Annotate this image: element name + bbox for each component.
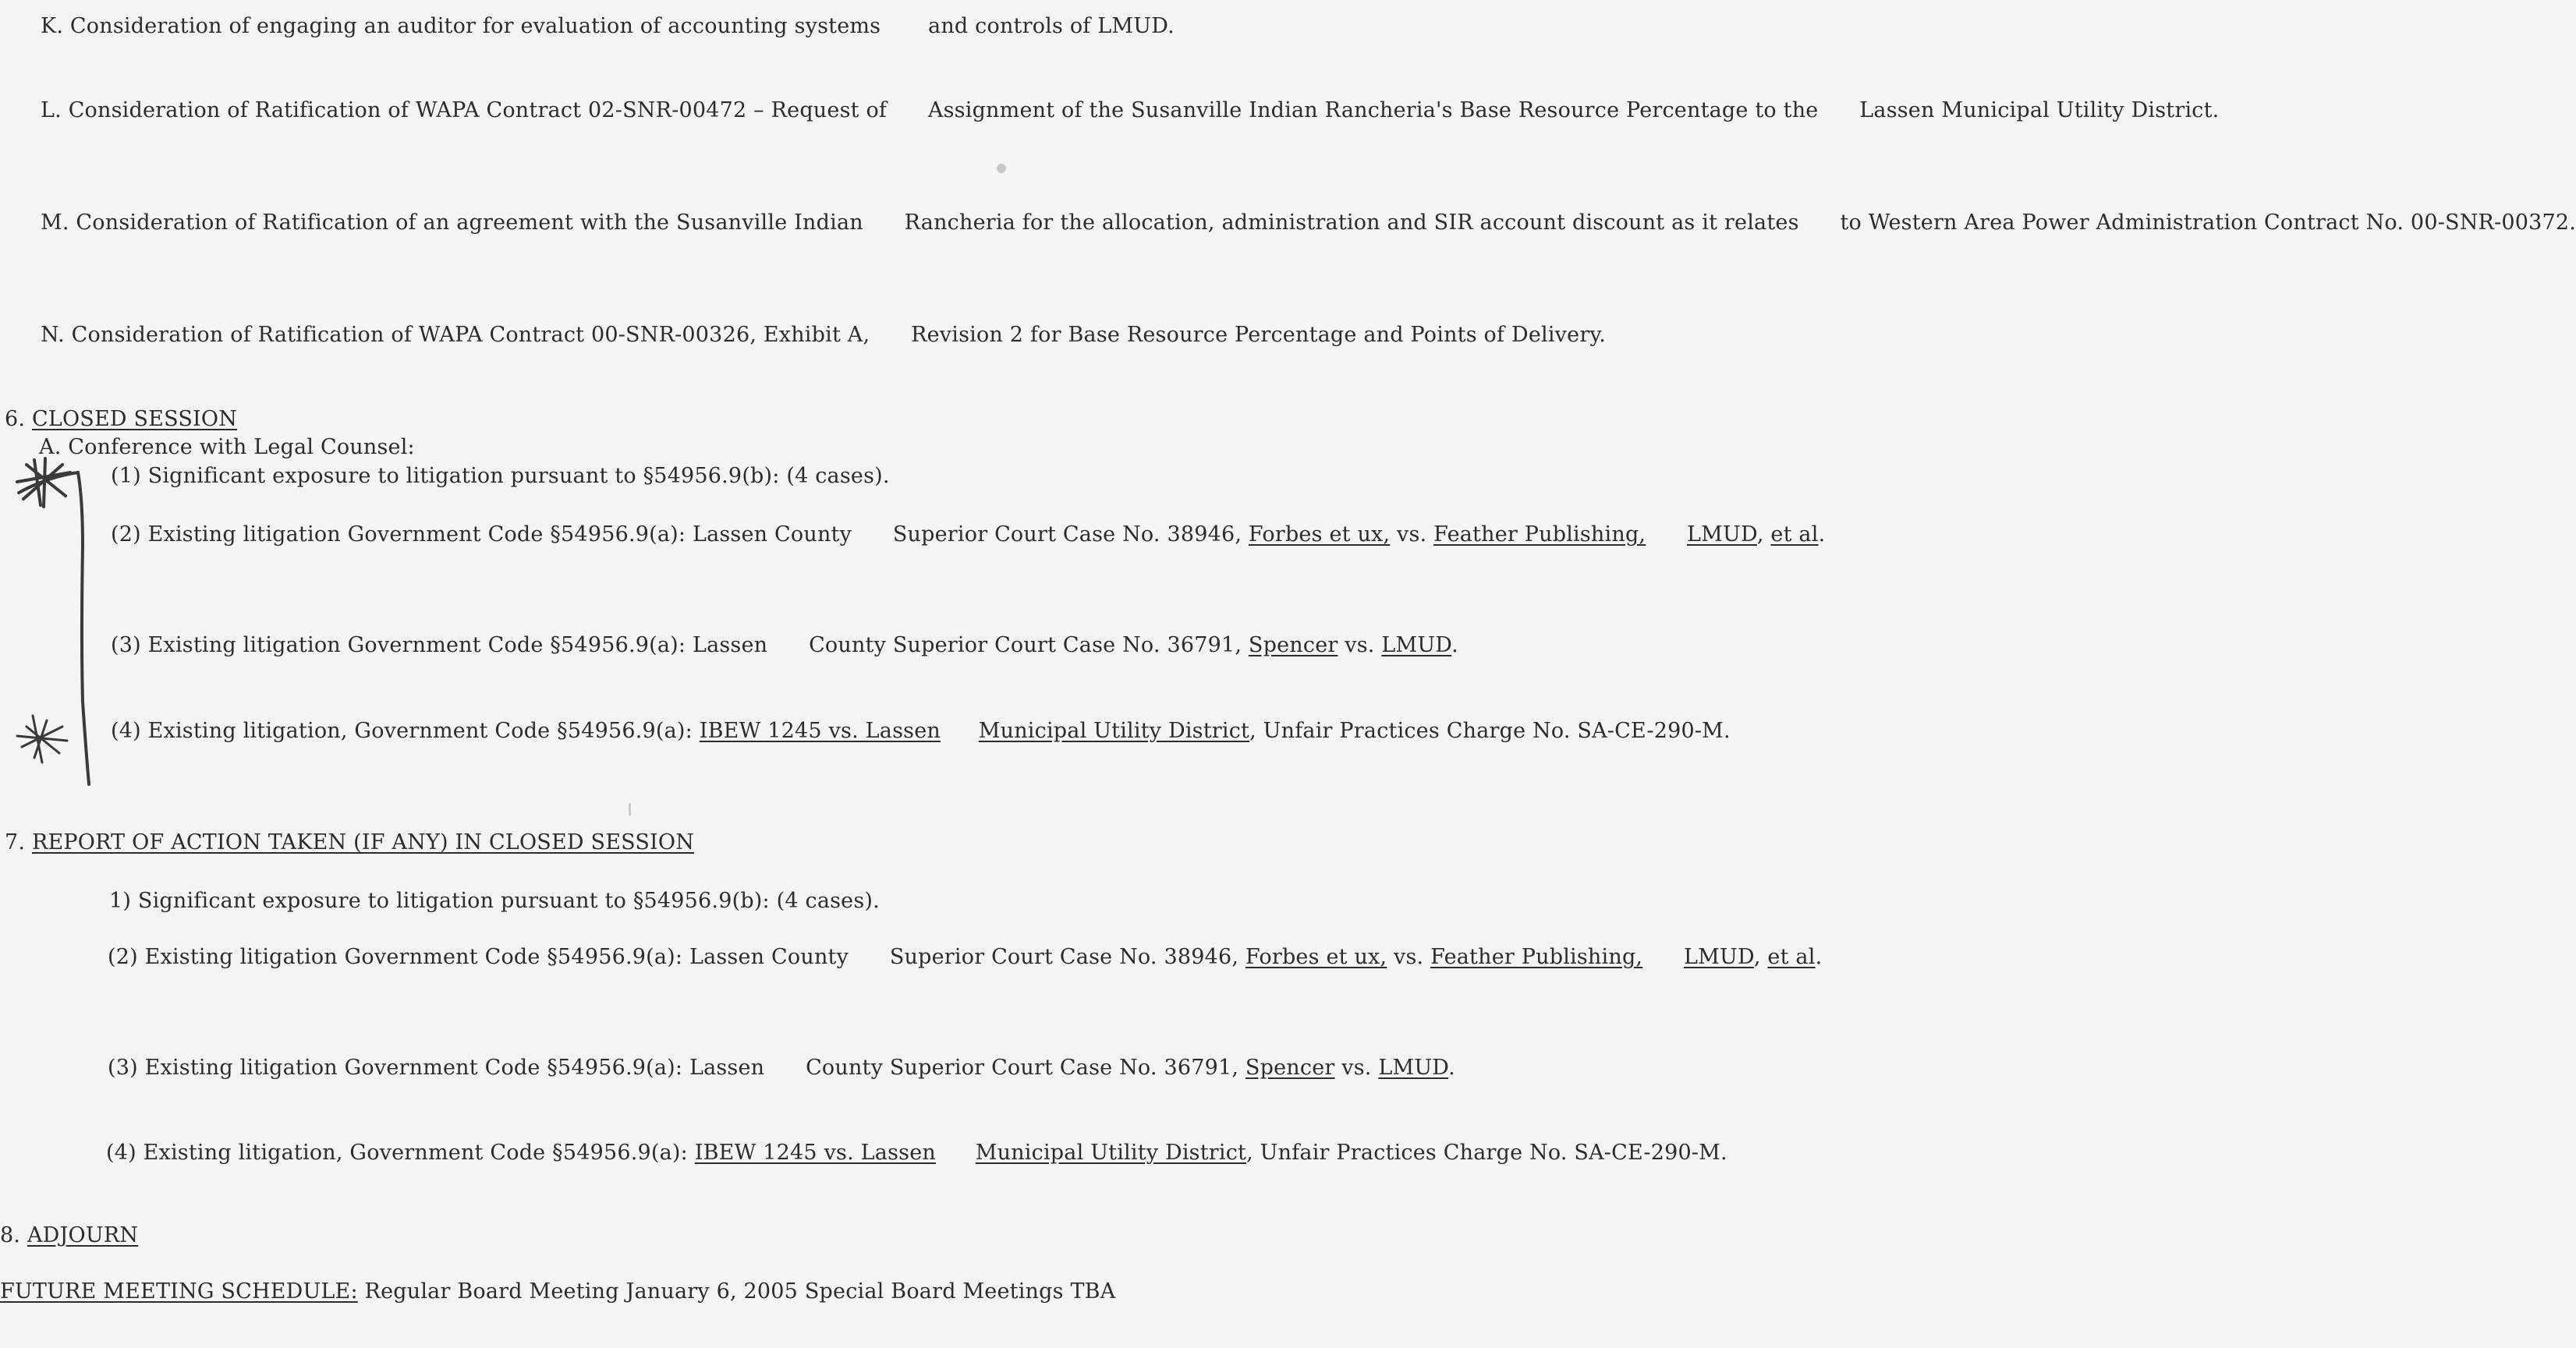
case-text: Superior Court Case No. 38946, xyxy=(889,945,1245,969)
party-spencer: Spencer xyxy=(1245,1056,1335,1080)
versus: vs. xyxy=(1387,945,1431,969)
party-forbes: Forbes et ux, xyxy=(1248,522,1391,547)
entry-text: (4) Existing litigation, Government Code §54956.9(a): xyxy=(111,719,700,743)
comma: , xyxy=(1756,522,1771,547)
period: . xyxy=(1448,1056,1455,1080)
section-7-title: REPORT OF ACTION TAKEN (IF ANY) IN CLOSED SESSION xyxy=(31,830,695,854)
future-schedule-heading: FUTURE MEETING SCHEDULE: xyxy=(0,1279,358,1304)
section-8-number: 8. xyxy=(0,1223,21,1247)
report-entry-4-line-2 xyxy=(943,1141,1727,1165)
item-k-line-1: K. Consideration of engaging an auditor for evaluation of accounting systems xyxy=(41,14,881,38)
closed-entry-2-line-3 xyxy=(1653,522,1825,547)
item-n-line-2: Revision 2 for Base Resource Percentage and Points of Delivery. xyxy=(911,323,1607,347)
item-m-line-3: to Western Area Power Administration Contract No. 00-SNR-00372. xyxy=(1840,211,2576,235)
party-lmud-full: Municipal Utility District xyxy=(978,719,1250,743)
party-lmud: LMUD xyxy=(1687,522,1757,547)
party-forbes: Forbes et ux, xyxy=(1245,945,1387,969)
party-ibew: IBEW 1245 vs. Lassen xyxy=(694,1141,936,1165)
item-k-line-2: and controls of LMUD. xyxy=(928,14,1175,38)
et-al: et al xyxy=(1767,945,1816,969)
party-lmud: LMUD xyxy=(1381,633,1452,657)
party-lmud-full: Municipal Utility District xyxy=(975,1141,1247,1165)
case-text: County Superior Court Case No. 36791, xyxy=(806,1056,1245,1080)
future-special-meetings: Special Board Meetings TBA xyxy=(804,1279,1116,1304)
report-entry-3-line-1: (3) Existing litigation Government Code §54956.9(a): Lassen xyxy=(108,1056,765,1080)
handwritten-marks xyxy=(0,0,1011,1348)
scan-speck xyxy=(629,803,631,816)
charge-text: , Unfair Practices Charge No. SA-CE-290-M. xyxy=(1249,719,1731,743)
sub-a-label: A. Conference with Legal Counsel: xyxy=(39,435,415,459)
closed-entry-3-line-1: (3) Existing litigation Government Code §54956.9(a): Lassen xyxy=(111,633,768,657)
scan-speck xyxy=(997,164,1006,173)
report-entry-2-line-1: (2) Existing litigation Government Code §54956.9(a): Lassen County xyxy=(108,945,849,969)
party-feather: Feather Publishing, xyxy=(1433,522,1646,547)
section-8-title: ADJOURN xyxy=(27,1223,139,1247)
party-spencer: Spencer xyxy=(1248,633,1338,657)
versus: vs. xyxy=(1334,1056,1379,1080)
period: . xyxy=(1451,633,1458,657)
et-al: et al xyxy=(1770,522,1819,547)
party-ibew: IBEW 1245 vs. Lassen xyxy=(699,719,941,743)
report-entry-2-line-3 xyxy=(1649,945,1822,969)
case-text: County Superior Court Case No. 36791, xyxy=(809,633,1249,657)
closed-entry-1-text: (1) Significant exposure to litigation pursuant to §54956.9(b): (4 cases). xyxy=(111,464,890,488)
versus: vs. xyxy=(1390,522,1434,547)
item-n-line-1: N. Consideration of Ratification of WAPA Contract 00-SNR-00326, Exhibit A, xyxy=(41,323,870,347)
charge-text: , Unfair Practices Charge No. SA-CE-290-M. xyxy=(1246,1141,1727,1165)
section-7-number: 7. xyxy=(5,830,26,854)
party-lmud: LMUD xyxy=(1684,945,1754,969)
party-lmud: LMUD xyxy=(1378,1056,1449,1080)
comma: , xyxy=(1753,945,1768,969)
item-m-line-2: Rancheria for the allocation, administration and SIR account discount as it relates xyxy=(904,211,1799,235)
period: . xyxy=(1818,522,1826,547)
item-l-line-3: Lassen Municipal Utility District. xyxy=(1859,98,2220,122)
future-regular-meeting: Regular Board Meeting January 6, 2005 xyxy=(364,1279,799,1304)
pen-asterisk-bottom xyxy=(17,716,67,762)
period: . xyxy=(1815,945,1823,969)
closed-entry-2-line-1: (2) Existing litigation Government Code §54956.9(a): Lassen County xyxy=(111,522,852,547)
item-m-line-1: M. Consideration of Ratification of an agreement with the Susanville Indian xyxy=(41,211,863,235)
party-feather: Feather Publishing, xyxy=(1430,945,1643,969)
closed-entry-4-line-2 xyxy=(948,719,1731,743)
versus: vs. xyxy=(1338,633,1382,657)
report-entry-1-text: 1) Significant exposure to litigation pursuant to §54956.9(b): (4 cases). xyxy=(109,889,880,913)
section-6-title: CLOSED SESSION xyxy=(31,407,238,431)
item-l-line-1: L. Consideration of Ratification of WAPA Contract 02-SNR-00472 – Request of xyxy=(41,98,888,122)
section-6-number: 6. xyxy=(5,407,26,431)
entry-text: (4) Existing litigation, Government Code §54956.9(a): xyxy=(106,1141,695,1165)
case-text: Superior Court Case No. 38946, xyxy=(892,522,1249,547)
item-l-line-2: Assignment of the Susanville Indian Rancheria's Base Resource Percentage to the xyxy=(927,98,1819,122)
pen-asterisk-top xyxy=(17,458,70,507)
